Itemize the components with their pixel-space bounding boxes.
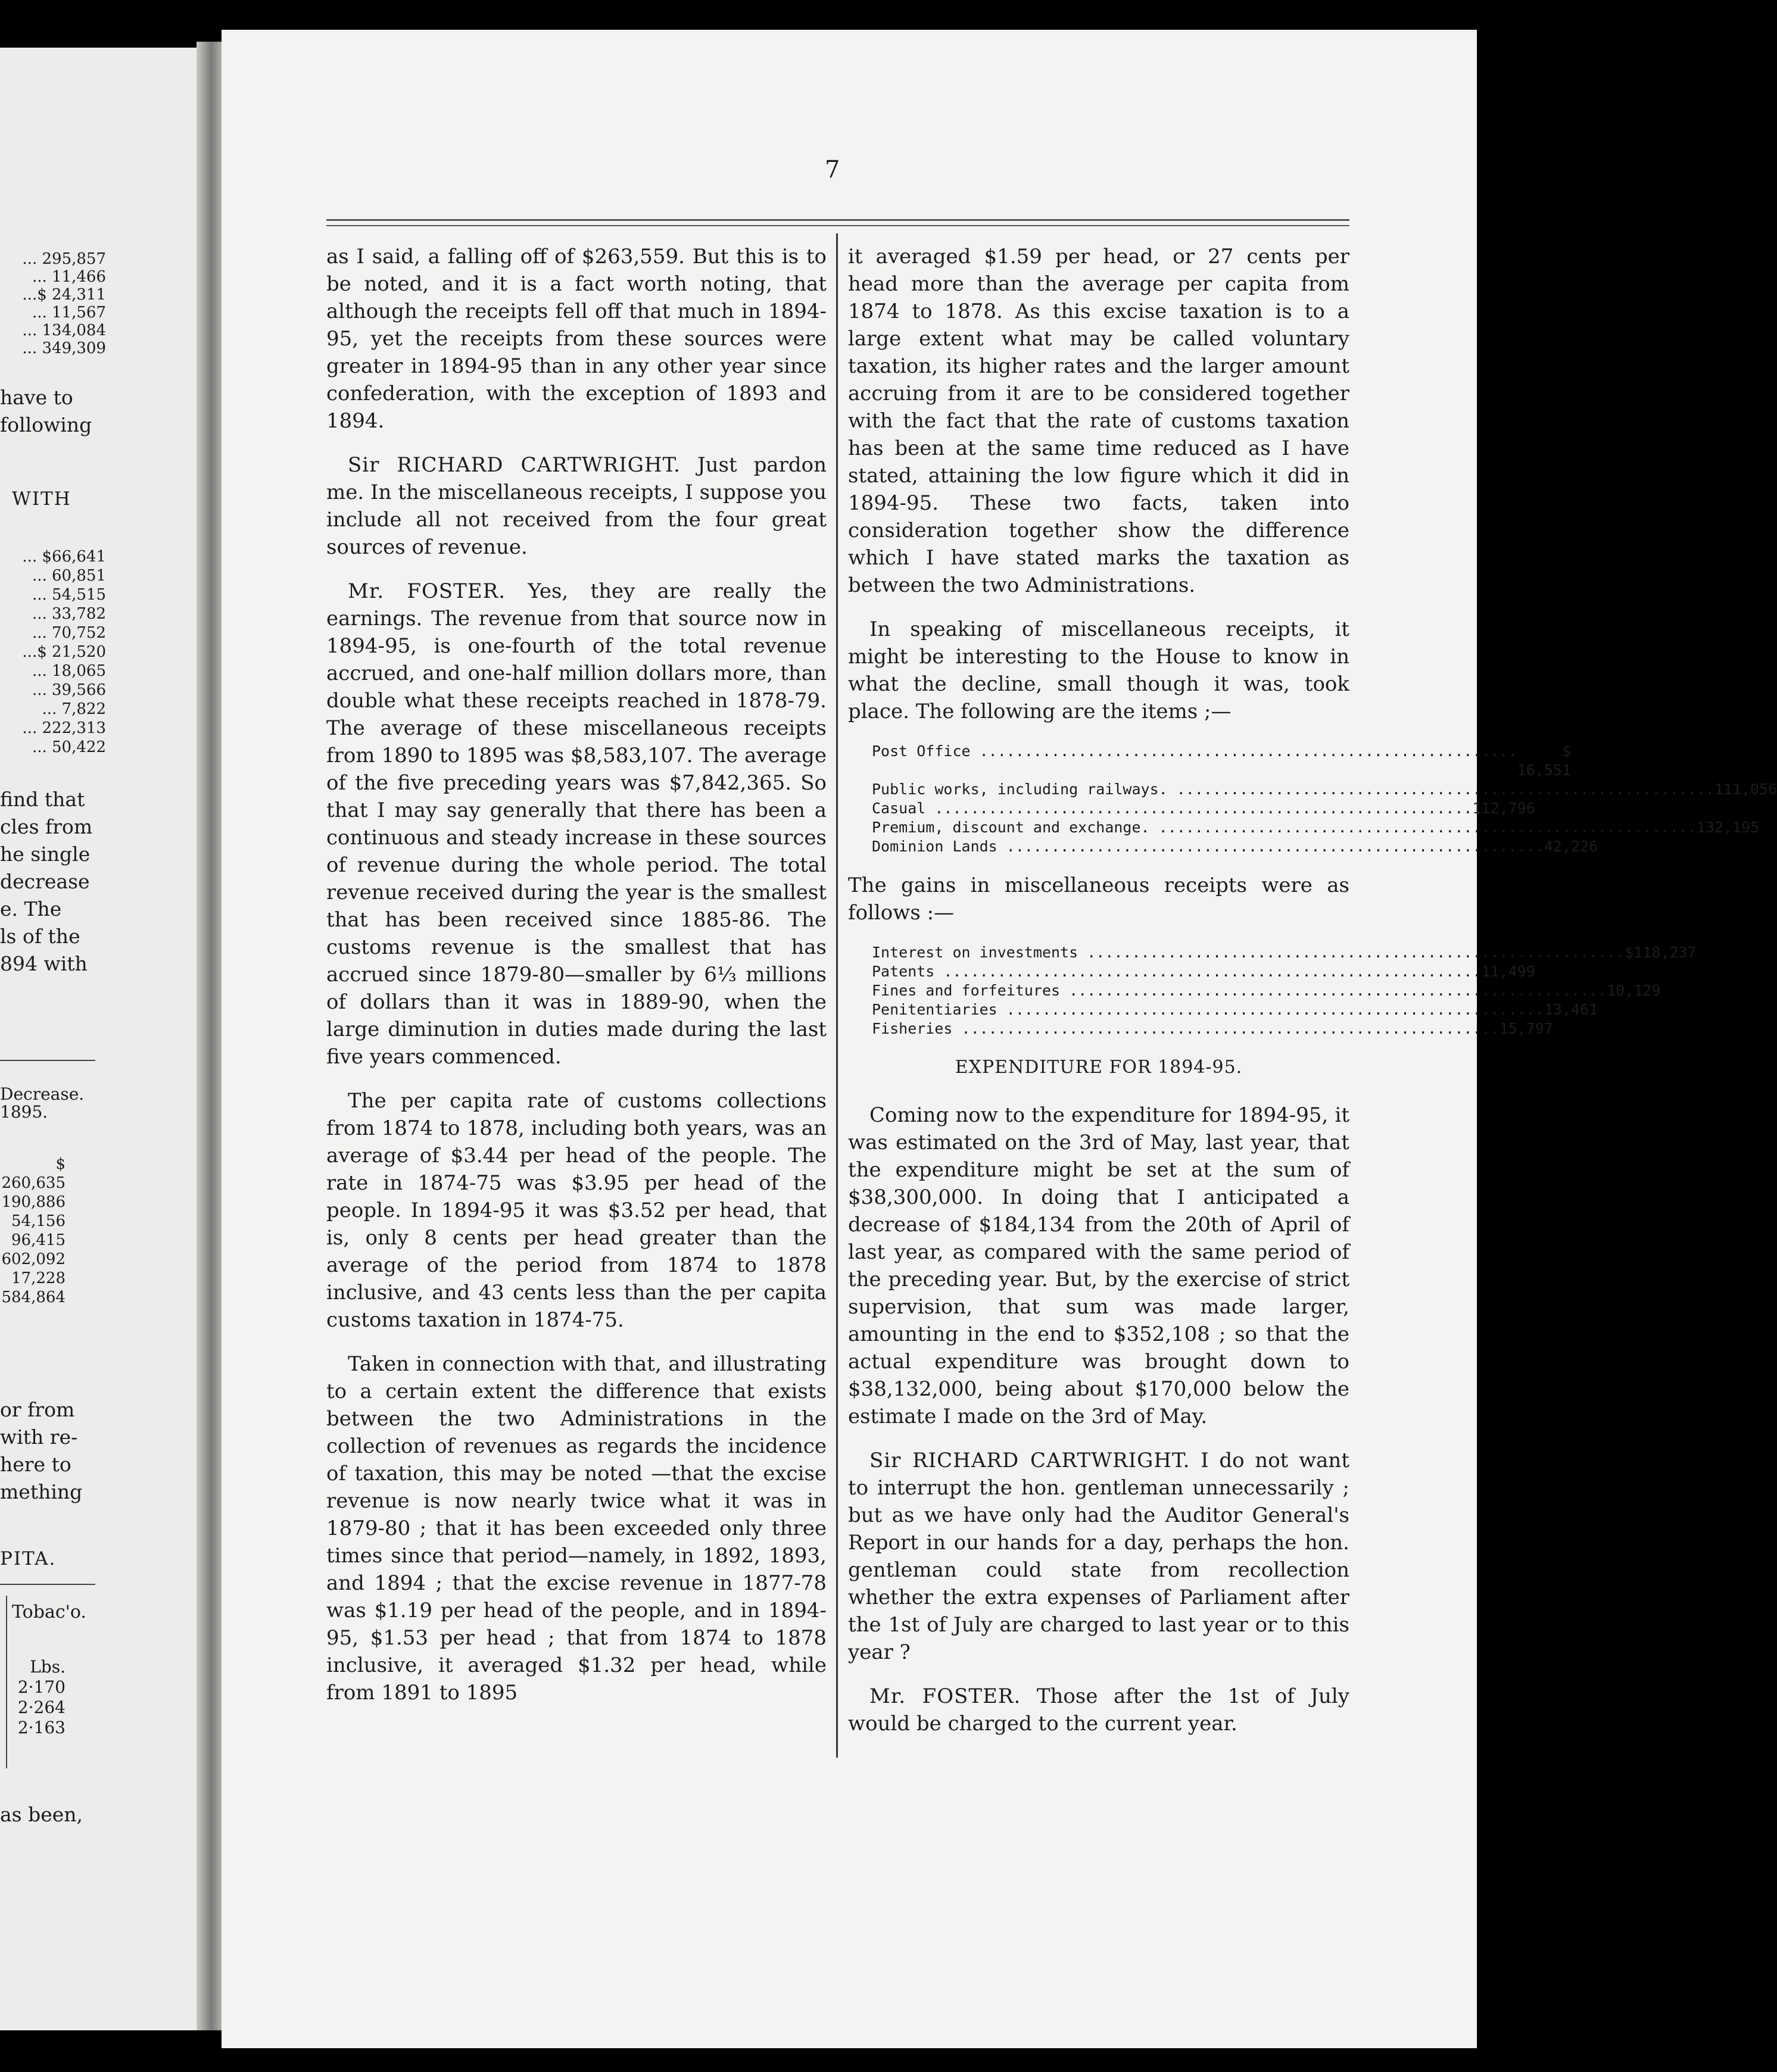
fragment-line: with re-	[0, 1425, 78, 1449]
fragment-line: 1895.	[0, 1102, 48, 1122]
fragment-line: ... 54,515	[32, 586, 106, 604]
speech-text: Just pardon me. In the miscellaneous receipts, I suppose you include all not received from the four great sources of revenue.	[326, 453, 827, 559]
item-value: $118,237	[1625, 944, 1697, 961]
header-rule-bottom	[326, 225, 1349, 226]
table-row	[872, 837, 1598, 856]
item-label: Casual ............................................................	[872, 800, 1473, 817]
table-row	[872, 962, 1535, 981]
fragment-heading: WITH	[12, 488, 71, 510]
table-row	[872, 1019, 1553, 1038]
item-label: Fisheries ............................................................	[872, 1020, 1499, 1037]
gain-items-table	[872, 943, 1697, 1038]
decline-items-table	[872, 742, 1777, 856]
table-row	[872, 799, 1535, 818]
fragment-heading: PITA.	[0, 1548, 57, 1569]
fragment-line: 2·170	[17, 1677, 66, 1697]
fragment-line: 2·264	[17, 1697, 66, 1717]
fragment-line: 96,415	[11, 1231, 66, 1249]
item-value: 111,056	[1714, 781, 1777, 798]
paragraph: as I said, a falling off of $263,559. But this is to be noted, and it is a fact worth noting, that although the receipts fell off that much in 1894-95, yet the receipts from these sources were greater in 1894-95 than in any other year since confederation, with the exception of 1893 and 1894.	[326, 245, 827, 433]
column-right	[848, 243, 1777, 1754]
paragraph: Coming now to the expenditure for 1894-95, it was estimated on the 3rd of May, last year, that the expenditure might be set at the sum of $38,300,000. In doing that I anticipated a decrease of $184,134 from the 20th of April of last year, as compared with the same period of the preceding year. But, by the exercise of strict supervision, that sum was made larger, amounting in the end to $352,108 ; so that the actual expenditure was brought down to $38,132,000, being about $170,000 below the estimate I made on the 3rd of May.	[848, 1103, 1349, 1428]
left-page-fragment	[0, 48, 205, 2030]
fragment-line: ... 134,084	[22, 322, 106, 339]
fragment-line: or from	[0, 1398, 75, 1421]
speaker-name: Sir RICHARD CARTWRIGHT.	[869, 1449, 1190, 1472]
fragment-line: as been,	[0, 1803, 83, 1826]
fragment-line: ... 222,313	[22, 719, 106, 737]
item-label: Dominion Lands ............................................................	[872, 838, 1544, 855]
speech-text: Those after the 1st of July would be charged to the current year.	[848, 1684, 1350, 1736]
fragment-line: ... 70,752	[32, 624, 106, 642]
fragment-line: e. The	[0, 897, 62, 920]
fragment-line: decrease	[0, 870, 90, 893]
item-label: Patents ............................................................	[872, 963, 1482, 980]
fragment-line: ls of the	[0, 925, 80, 948]
paragraph	[848, 1683, 1349, 1737]
item-value: 10,129	[1607, 982, 1661, 999]
fragment-line: Decrease.	[0, 1084, 85, 1104]
fragment-line: ... 11,466	[32, 268, 106, 286]
fragment-line: Lbs.	[30, 1657, 66, 1677]
speaker-name: Sir RICHARD CARTWRIGHT.	[348, 453, 681, 477]
fragment-line: ... 18,065	[32, 662, 106, 680]
fragment-line: find that	[0, 788, 85, 811]
fragment-line: mething	[0, 1480, 83, 1503]
fragment-line: 2·163	[17, 1718, 66, 1737]
item-value: 11,499	[1481, 963, 1535, 980]
fragment-table-header: Tobac'o.	[12, 1602, 86, 1622]
speaker-name: Mr. FOSTER.	[348, 579, 506, 603]
fragment-line: ... 11,567	[32, 304, 106, 322]
fragment-line: he single	[0, 842, 91, 866]
fragment-line: have to	[0, 386, 73, 409]
fragment-line: here to	[0, 1453, 71, 1476]
paragraph	[848, 1447, 1349, 1666]
fragment-line: $	[55, 1155, 66, 1173]
table-row	[872, 742, 1572, 780]
column-left	[326, 243, 827, 1723]
item-label: Interest on investments ............................................................	[872, 944, 1625, 961]
fragment-line: ... 39,566	[32, 681, 106, 699]
fragment-line: cles from	[0, 815, 93, 838]
fragment-line: 260,635	[1, 1174, 66, 1192]
item-label: Premium, discount and exchange. ............................................................	[872, 819, 1697, 836]
column-separator	[836, 233, 838, 1758]
item-value: 15,797	[1499, 1020, 1553, 1037]
table-row	[872, 780, 1777, 799]
table-row	[872, 981, 1661, 1000]
fragment-line: 584,864	[1, 1288, 66, 1306]
fragment-rule	[0, 1584, 95, 1585]
fragment-line: ...$ 24,311	[22, 286, 106, 304]
fragment-line: ...$ 21,520	[22, 643, 106, 661]
item-label: Penitentiaries ............................................................	[872, 1001, 1544, 1018]
fragment-line: ... 60,851	[32, 567, 106, 585]
fragment-line: ... 7,822	[42, 700, 106, 718]
table-row	[872, 943, 1697, 962]
paragraph: In speaking of miscellaneous receipts, it might be interesting to the House to know in what the decline, small though it was, took place. The following are the items ;—	[848, 617, 1349, 723]
paragraph	[326, 451, 827, 561]
item-label: Fines and forfeitures ............................................................	[872, 982, 1607, 999]
item-value: 112,796	[1472, 800, 1535, 817]
paragraph: Taken in connection with that, and illustrating to a certain extent the difference that exists between the two Administrations in the collection of revenues as regards the incidence of taxation, this may be noted —that the excise revenue is now nearly twice what it was in 1879-80 ; that it has been exceeded only three times since that period—namely, in 1892, 1893, and 1894 ; that the excise revenue in 1877-78 was $1.19 per head of the people, and in 1894-95, $1.53 per head ; that from 1874 to 1878 inclusive, it averaged $1.32 per head, while from 1891 to 1895	[326, 1352, 827, 1705]
speech-text: Yes, they are really the earnings. The revenue from that source now in 1894-95, is one-fourth of the total revenue accrued, and one-half million dollars more, than double what these receipts reached in 1878-79. The average of these miscellaneous receipts from 1890 to 1895 was $8,583,107. The average of the five preceding years was $7,842,365. So that I may say generally that there has been a continuous and steady increase in these sources of revenue during the whole period. The total revenue received during the year is the smallest that has been received since 1885-86. The customs revenue is the smallest that has accrued since 1879-80—smaller by 6⅓ millions of dollars than it was in 1889-90, when the large diminution in duties made during the last five years commenced.	[326, 579, 827, 1069]
fragment-line: 190,886	[1, 1193, 66, 1211]
fragment-line: following	[0, 413, 92, 436]
fragment-line: ... 295,857	[22, 250, 106, 268]
item-value: 13,461	[1544, 1001, 1598, 1018]
fragment-line: 17,228	[11, 1269, 66, 1287]
paragraph: The per capita rate of customs collections from 1874 to 1878, including both years, was an average of $3.44 per head of the people. The rate in 1874-75 was $3.95 per head of the people. In 1894-95 it was $3.52 per head, that is, only 8 cents per head greater than the average of the period from 1874 to 1878 inclusive, and 43 cents less than the per capita customs taxation in 1874-75.	[326, 1089, 827, 1332]
fragment-line: ... 50,422	[32, 738, 106, 756]
fragment-rule	[0, 1060, 95, 1061]
section-heading: EXPENDITURE FOR 1894-95.	[955, 1057, 1243, 1078]
fragment-line: ... 349,309	[22, 339, 106, 357]
item-value: 42,226	[1544, 838, 1598, 855]
paragraph: it averaged $1.59 per head, or 27 cents per head more than the average per capita from 1874 to 1878. As this excise taxation is to a large extent what may be called voluntary taxation, its higher rates and the larger amount accruing from it are to be considered together with the fact that the rate of customs taxation has been at the same time reduced as I have stated, attaining the low figure which it did in 1894-95. These two facts, taken into consideration together show the difference which I have stated marks the taxation as between the two Administrations.	[848, 245, 1349, 597]
speech-text: I do not want to interrupt the hon. gentleman unnecessarily ; but as we have only had the Auditor General's Report in our hands for a day, perhaps the hon. gentleman could state from recollection whether the extra expenses of Parliament after the 1st of July are charged to last year or to this year ?	[848, 1449, 1349, 1664]
table-row	[872, 1000, 1598, 1019]
table-row	[872, 818, 1760, 837]
speaker-name: Mr. FOSTER.	[869, 1684, 1021, 1708]
paragraph: The gains in miscellaneous receipts were as follows :—	[848, 873, 1349, 925]
paragraph	[326, 578, 827, 1071]
item-value: 132,195	[1696, 819, 1760, 836]
fragment-line: ... 33,782	[32, 605, 106, 623]
item-label: Public works, including railways. ............................................................	[872, 781, 1714, 798]
page-number: 7	[825, 156, 840, 183]
fragment-line: 894 with	[0, 952, 88, 975]
header-rule-top	[326, 219, 1349, 221]
fragment-line: 54,156	[11, 1212, 66, 1230]
book-gutter	[197, 42, 223, 2030]
fragment-line: 602,092	[1, 1250, 66, 1268]
fragment-line: ... $66,641	[22, 548, 106, 566]
item-value: $ 16,551	[1517, 742, 1572, 779]
item-label: Post Office ............................................................	[872, 742, 1517, 760]
